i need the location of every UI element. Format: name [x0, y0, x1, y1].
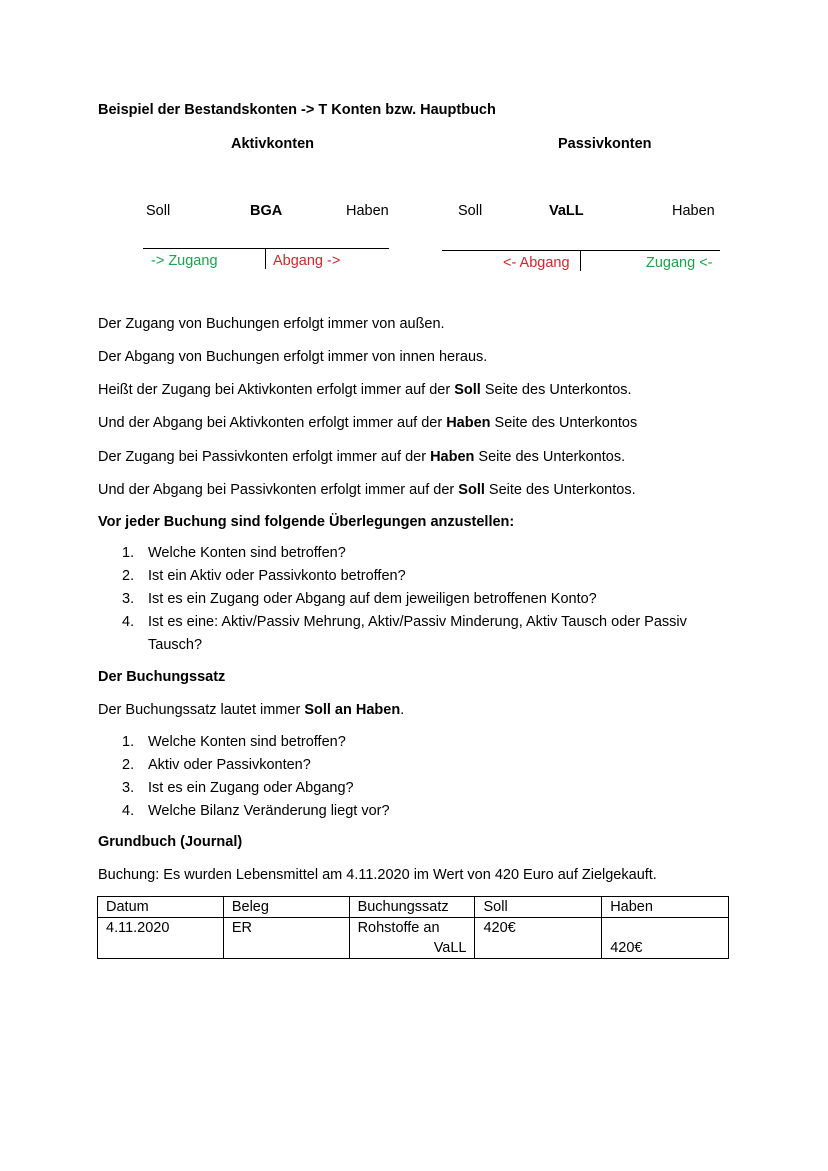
- aktiv-zugang-label: -> Zugang: [151, 253, 218, 269]
- page-title: Beispiel der Bestandskonten -> T Konten bzw. Hauptbuch: [98, 102, 496, 118]
- list-item: [122, 542, 687, 565]
- paragraph-passiv-abgang: [98, 480, 636, 500]
- text-segment: Seite des Unterkontos.: [484, 482, 636, 498]
- ueberlegungen-heading: Vor jeder Buchung sind folgende Überlegungen anzustellen:: [98, 514, 515, 530]
- table-row: [98, 918, 729, 959]
- cell-buchungssatz: [349, 918, 475, 959]
- list-item-text: Welche Konten sind betroffen?: [148, 734, 346, 750]
- cell-datum: 4.11.2020: [98, 918, 224, 959]
- passiv-soll-label: Soll: [458, 203, 483, 219]
- haben-value: 420€: [610, 940, 643, 956]
- text-segment: Heißt der Zugang bei Aktivkonten erfolgt immer auf der: [98, 382, 455, 398]
- cell-beleg: ER: [223, 918, 349, 959]
- passiv-abgang-label: <- Abgang: [503, 255, 570, 271]
- bold-term-soll: Soll: [454, 382, 481, 398]
- column-header-beleg: Beleg: [223, 897, 349, 918]
- list-number: 1.: [122, 545, 135, 561]
- list-item-text-continued: Tausch?: [148, 637, 203, 653]
- column-header-buchungssatz: Buchungssatz: [349, 897, 475, 918]
- list-item-text: Welche Bilanz Veränderung liegt vor?: [148, 803, 390, 819]
- passiv-haben-label: Haben: [672, 203, 715, 219]
- list-item-text: Aktiv oder Passivkonten?: [148, 757, 311, 773]
- text-segment: Seite des Unterkontos: [490, 415, 638, 431]
- passiv-t-account-divider: [580, 251, 581, 271]
- grundbuch-heading: Grundbuch (Journal): [98, 834, 243, 850]
- paragraph-abgang: Der Abgang von Buchungen erfolgt immer von innen heraus.: [98, 349, 488, 365]
- list-number: 4.: [122, 803, 135, 819]
- passiv-t-account-top-line: [442, 250, 720, 251]
- buchungssatz-line: [98, 700, 404, 720]
- list-item-text: Welche Konten sind betroffen?: [148, 545, 346, 561]
- paragraph-aktiv-abgang: [98, 413, 637, 433]
- list-number: 3.: [122, 591, 135, 607]
- list-item: [122, 731, 390, 754]
- journal-table: [97, 896, 729, 959]
- list-item-text: Ist es ein Zugang oder Abgang auf dem jeweiligen betroffenen Konto?: [148, 591, 597, 607]
- buchungssatz-heading: Der Buchungssatz: [98, 669, 226, 685]
- buchungssatz-list: [122, 731, 390, 823]
- text-segment: Und der Abgang bei Passivkonten erfolgt immer auf der: [98, 482, 459, 498]
- table-header-row: [98, 897, 729, 918]
- aktiv-konto-label: BGA: [250, 203, 283, 219]
- passiv-zugang-label: Zugang <-: [646, 255, 713, 271]
- buchungssatz-line2: VaLL: [433, 940, 467, 956]
- column-header-haben: Haben: [602, 897, 729, 918]
- ueberlegungen-list: [122, 542, 687, 657]
- buchungssatz-line1: Rohstoffe an: [357, 920, 440, 936]
- passiv-konto-label: VaLL: [549, 203, 584, 219]
- column-header-soll: Soll: [475, 897, 602, 918]
- column-header-datum: Datum: [98, 897, 224, 918]
- grundbuch-buchung-text: Buchung: Es wurden Lebensmittel am 4.11.2020 im Wert von 420 Euro auf Zielgekauft.: [98, 867, 657, 883]
- text-segment: Der Buchungssatz lautet immer: [98, 702, 305, 718]
- bold-term-soll: Soll: [458, 482, 485, 498]
- list-item-text: Ist es ein Zugang oder Abgang?: [148, 780, 354, 796]
- text-segment: Seite des Unterkontos.: [480, 382, 632, 398]
- text-segment: Der Zugang bei Passivkonten erfolgt immer auf der: [98, 449, 431, 465]
- aktiv-haben-label: Haben: [346, 203, 389, 219]
- paragraph-aktiv-zugang: [98, 380, 632, 400]
- aktiv-t-account-top-line: [143, 248, 389, 249]
- list-item: [122, 611, 687, 657]
- list-item: [122, 754, 390, 777]
- text-segment: Seite des Unterkontos.: [474, 449, 626, 465]
- aktiv-abgang-label: Abgang ->: [273, 253, 341, 269]
- aktiv-t-account-divider: [265, 249, 266, 269]
- list-number: 2.: [122, 568, 135, 584]
- paragraph-passiv-zugang: [98, 447, 625, 467]
- bold-term-haben: Haben: [430, 449, 475, 465]
- list-item-text: Ist ein Aktiv oder Passivkonto betroffen?: [148, 568, 406, 584]
- aktivkonten-title: Aktivkonten: [231, 136, 314, 152]
- bold-term-soll-an-haben: Soll an Haben: [304, 702, 401, 718]
- list-item-text: Ist es eine: Aktiv/Passiv Mehrung, Aktiv/Passiv Minderung, Aktiv Tausch oder Passiv: [148, 614, 687, 630]
- cell-soll: 420€: [475, 918, 602, 959]
- cell-haben: [602, 918, 729, 959]
- list-item: [122, 588, 687, 611]
- bold-term-haben: Haben: [446, 415, 491, 431]
- passivkonten-title: Passivkonten: [558, 136, 652, 152]
- list-number: 2.: [122, 757, 135, 773]
- text-segment: .: [400, 702, 405, 718]
- list-number: 4.: [122, 614, 135, 630]
- list-item: [122, 565, 687, 588]
- aktiv-soll-label: Soll: [146, 203, 171, 219]
- list-item: [122, 800, 390, 823]
- text-segment: Und der Abgang bei Aktivkonten erfolgt immer auf der: [98, 415, 447, 431]
- list-number: 3.: [122, 780, 135, 796]
- paragraph-zugang: Der Zugang von Buchungen erfolgt immer von außen.: [98, 316, 445, 332]
- list-number: 1.: [122, 734, 135, 750]
- list-item: [122, 777, 390, 800]
